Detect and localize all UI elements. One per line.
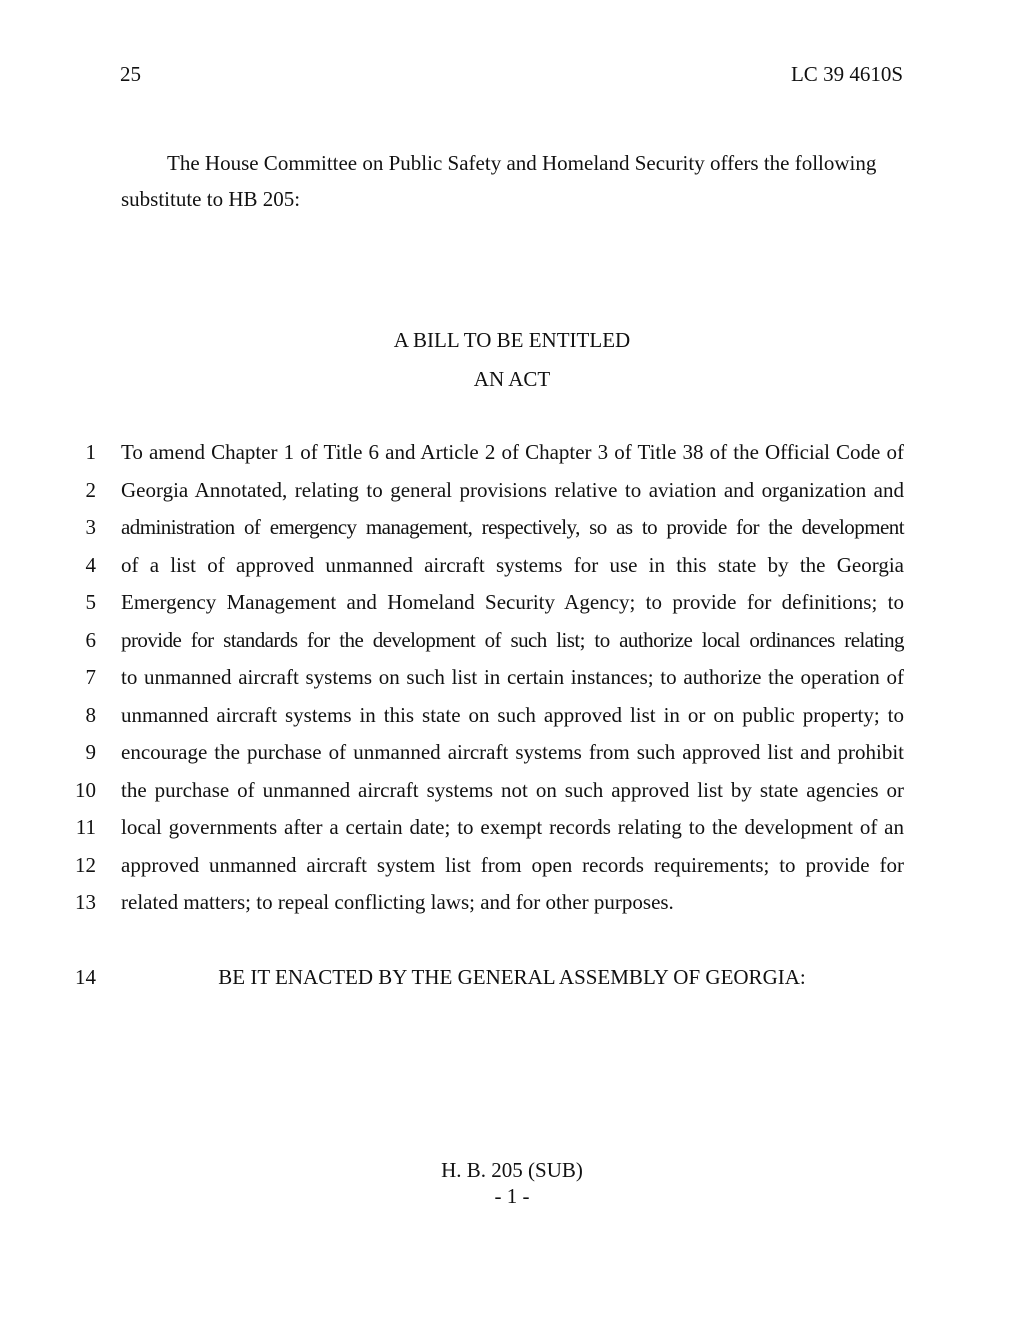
line-number: 9 (85, 740, 96, 764)
numbered-line (0, 515, 1024, 553)
line-text: local governments after a certain date; to exempt records relating to the development of an (121, 815, 904, 839)
numbered-line (0, 703, 1024, 741)
line-number: 6 (85, 627, 96, 652)
act-title: AN ACT (473, 367, 551, 391)
numbered-line (0, 778, 1024, 816)
line-text: to unmanned aircraft systems on such list in certain instances; to authorize the operation of (121, 665, 904, 689)
footer-bill-number: H. B. 205 (SUB) (441, 1158, 583, 1182)
numbered-line (0, 478, 1024, 516)
numbered-line (0, 853, 1024, 891)
line-number: 12 (75, 852, 96, 877)
numbered-line (0, 890, 1024, 928)
line-number: 10 (75, 777, 96, 802)
intro-line-1-text: The House Committee on Public Safety and Homeland Security offers the following (167, 151, 877, 175)
line-number: 7 (85, 665, 96, 689)
line-text: the purchase of unmanned aircraft systems not on such approved list by state agencies or (121, 777, 904, 802)
line-text: provide for standards for the development of such list; to authorize local ordinances relating (121, 627, 904, 652)
numbered-line (0, 665, 1024, 703)
line-number: 3 (85, 515, 96, 539)
line-text: related matters; to repeal conflicting laws; and for other purposes. (121, 890, 674, 914)
line-number: 13 (75, 890, 96, 914)
line-number: 2 (85, 477, 96, 502)
bill-title: A BILL TO BE ENTITLED (393, 328, 631, 352)
line-text: of a list of approved unmanned aircraft systems for use in this state by the Georgia (121, 552, 904, 577)
intro-line-2: substitute to HB 205: (121, 187, 301, 211)
numbered-line (0, 740, 1024, 778)
header-page-ref: 25 (120, 62, 141, 86)
numbered-line (0, 440, 1024, 478)
line-text: encourage the purchase of unmanned aircraft systems from such approved list and prohibit (121, 740, 904, 764)
line-number: 1 (85, 440, 96, 464)
numbered-line (0, 553, 1024, 591)
numbered-line (0, 815, 1024, 853)
line-text: approved unmanned aircraft system list from open records requirements; to provide for (121, 852, 904, 877)
line-number: 8 (85, 702, 96, 727)
numbered-lines (0, 440, 1024, 928)
footer-page-number: - 1 - (494, 1184, 530, 1208)
numbered-line (0, 590, 1024, 628)
intro-line-1 (121, 145, 904, 181)
enacting-line-number: 14 (75, 965, 96, 989)
line-text: unmanned aircraft systems in this state on such approved list in or on public property; to (121, 702, 904, 727)
line-text: Emergency Management and Homeland Security Agency; to provide for definitions; to (121, 590, 904, 614)
header-doc-id: LC 39 4610S (790, 62, 903, 86)
enacting-clause: BE IT ENACTED BY THE GENERAL ASSEMBLY OF GEORGIA: (218, 965, 806, 989)
line-number: 4 (85, 552, 96, 577)
line-text: To amend Chapter 1 of Title 6 and Article 2 of Chapter 3 of Title 38 of the Official Code of (121, 440, 904, 464)
line-number: 5 (85, 590, 96, 614)
numbered-line (0, 628, 1024, 666)
line-number: 11 (75, 815, 96, 839)
intro-paragraph (121, 145, 904, 217)
line-text: Georgia Annotated, relating to general provisions relative to aviation and organization and (121, 477, 904, 502)
line-text: administration of emergency management, respectively, so as to provide for the development (121, 515, 904, 539)
